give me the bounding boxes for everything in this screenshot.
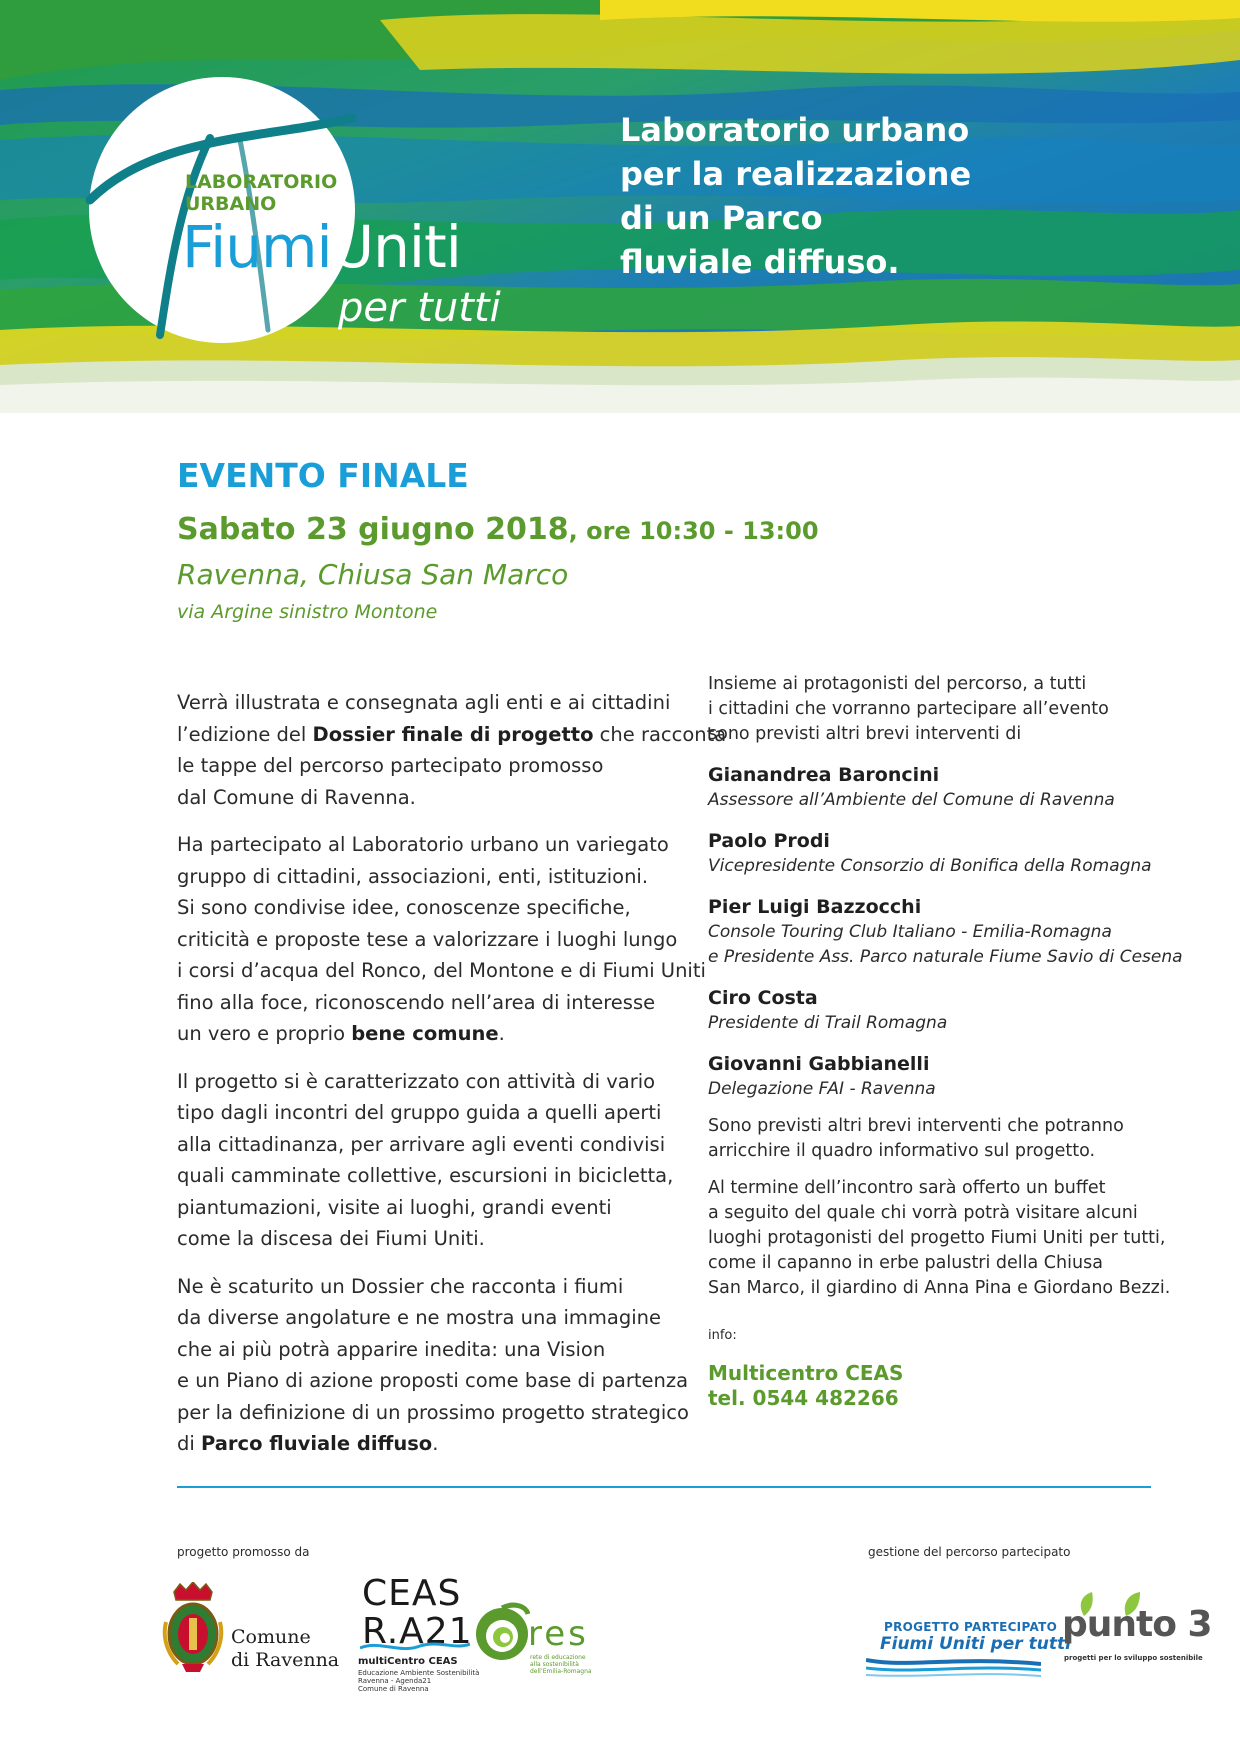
punto3-logo-text: punto 3 [1062, 1604, 1212, 1645]
event-hours: , ore 10:30 - 13:00 [568, 517, 819, 545]
logo-word-fiumi: Fiumi [182, 213, 332, 281]
info-label: info: [708, 1328, 737, 1343]
event-title: EVENTO FINALE [177, 456, 469, 495]
punto3-logo-small: progetti per lo sviluppo sostenibile [1064, 1654, 1203, 1662]
logo-per-tutti: per tutti [338, 285, 501, 331]
pp-logo-line1: PROGETTO PARTECIPATO [884, 1620, 1058, 1634]
ceas-logo-text: CEAS R.A21 [362, 1573, 473, 1652]
speaker-item [708, 828, 1208, 879]
ceas-logo-small: Educazione Ambiente Sostenibilità Ravenna - Agenda21 Comune di Ravenna [358, 1669, 480, 1693]
speaker-role: Assessore all’Ambiente del Comune di Ravenna [708, 790, 1115, 810]
speaker-role: Delegazione FAI - Ravenna [708, 1079, 936, 1099]
speaker-item [708, 894, 1208, 970]
info-name: Multicentro CEAS [708, 1361, 904, 1385]
ceas-logo-subtitle: multiCentro CEAS [358, 1656, 458, 1667]
speaker-item [708, 985, 1208, 1036]
speaker-name: Pier Luigi Bazzocchi [708, 896, 922, 918]
logo-subtitle: LABORATORIO URBANO [185, 171, 338, 215]
footer-divider [177, 1486, 1151, 1488]
pp-waves-icon [866, 1656, 1041, 1678]
speaker-item [708, 1051, 1208, 1102]
comune-crest-icon [160, 1582, 226, 1674]
logo-wordmark [182, 214, 461, 280]
header-banner [0, 0, 1240, 413]
event-place: Ravenna, Chiusa San Marco [177, 558, 569, 591]
res-logo-small: rete di educazione alla sostenibilità dell’Emilia-Romagna [530, 1654, 592, 1675]
left-column: Verrà illustrata e consegnata agli enti e ai cittadini l’edizione del Dossier finale di progetto che racconta le tappe del percorso partecipato promosso dal Comune di Ravenna. Ha partecipato al Laboratorio urbano un variegato gruppo di cittadini, associazioni, enti, istituzioni. Si sono condivise idee, conoscenze specifiche, criticità e proposte tese a valorizzare i luoghi lungo i corsi d’acqua del Ronco, del Montone e di Fiumi Uniti fino alla foce, riconoscendo nell’area di interesse un vero e proprio bene comune. Il progetto si è caratterizzato con attività di vario tipo dagli incontri del gruppo guida a quelli aperti alla cittadinanza, per arrivare agli eventi condivisi quali camminate collettive, escursioni in bicicletta, piantumazioni, visite ai luoghi, grandi eventi come la discesa dei Fiumi Uniti. Ne è scaturito un Dossier che racconta i fiumi da diverse angolature e ne mostra una immagine che ai più potrà apparire inedita: una Vision e un Piano di azione proposti come base di partenza per la definizione di un prossimo progetto strategico di Parco fluviale diffuso. [177, 691, 727, 1455]
event-date: Sabato 23 giugno 2018, ore 10:30 - 13:00 [177, 512, 819, 547]
res-spiral-icon [472, 1600, 530, 1662]
event-street: via Argine sinistro Montone [177, 601, 438, 623]
info-phone[interactable]: tel. 0544 482266 [708, 1386, 899, 1410]
speakers-intro: Insieme ai protagonisti del percorso, a tutti i cittadini che vorranno partecipare all’evento sono previsti altri brevi interventi di [708, 674, 1109, 744]
speaker-item [708, 762, 1208, 813]
speaker-name: Gianandrea Baroncini [708, 764, 940, 786]
logo-word-uniti: Uniti [331, 213, 461, 281]
paragraph-buffet: Al termine dell’incontro sarà offerto un buffet a seguito del quale chi vorrà potrà visitare alcuni luoghi protagonisti del progetto Fiumi Uniti per tutti, come il capanno in erbe palustri della Chiusa San Marco, il giardino di Anna Pina e Giordano Bezzi. [708, 1178, 1171, 1298]
speaker-role-extra: e Presidente Ass. Parco naturale Fiume Savio di Cesena [708, 947, 1183, 967]
speaker-role: Presidente di Trail Romagna [708, 1013, 948, 1033]
info-contact [708, 1361, 1208, 1411]
res-logo-text: res [528, 1614, 589, 1654]
speaker-name: Paolo Prodi [708, 830, 830, 852]
header-tagline: Laboratorio urbano per la realizzazione di un Parco fluviale diffuso. [620, 111, 972, 281]
speaker-role: Console Touring Club Italiano - Emilia-Romagna [708, 922, 1112, 942]
speaker-role: Vicepresidente Consorzio di Bonifica della Romagna [708, 856, 1152, 876]
speaker-name: Ciro Costa [708, 987, 818, 1009]
paragraph-other-speakers: Sono previsti altri brevi interventi che potranno arricchire il quadro informativo sul progetto. [708, 1116, 1124, 1161]
right-column [708, 672, 1208, 1411]
comune-logo-text: Comune di Ravenna [231, 1626, 340, 1671]
speaker-name: Giovanni Gabbianelli [708, 1053, 930, 1075]
pp-logo-line2: Fiumi Uniti per tutti [880, 1634, 1071, 1654]
managed-by-label: gestione del percorso partecipato [868, 1545, 1071, 1559]
ceas-wave-icon [360, 1640, 470, 1654]
promoted-by-label: progetto promosso da [177, 1545, 310, 1559]
